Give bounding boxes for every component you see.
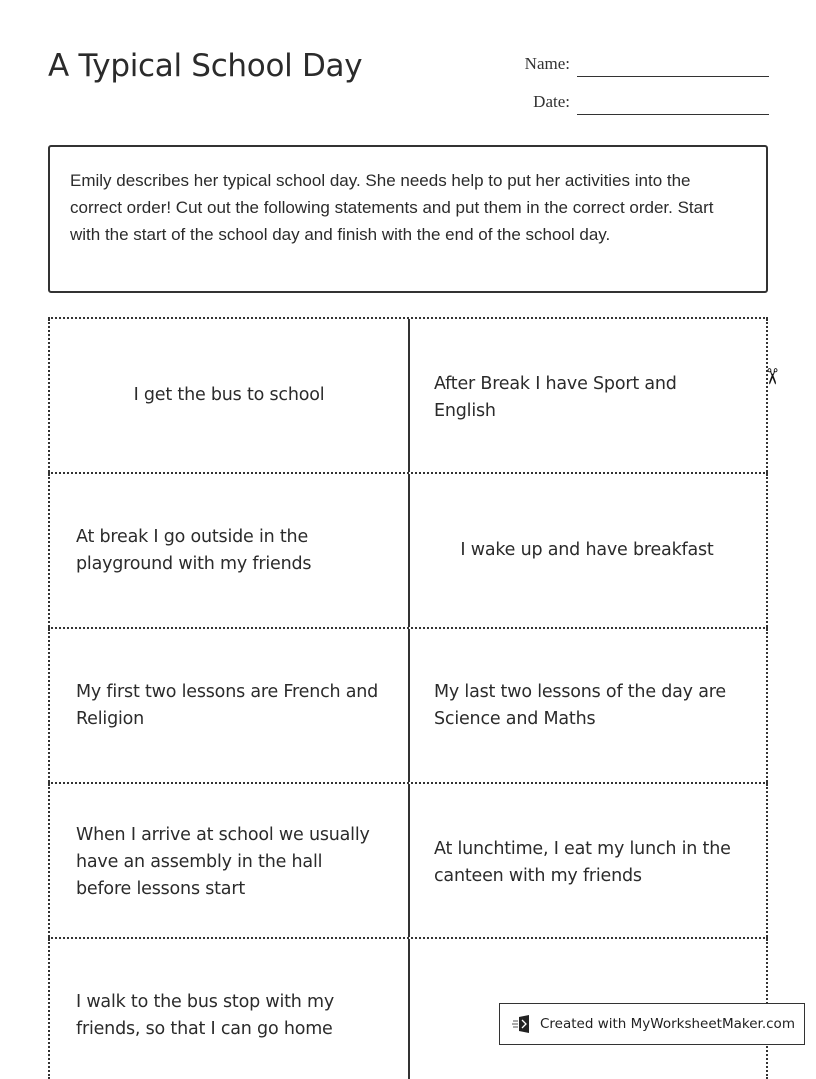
scissors-icon: ✂ [758, 367, 784, 386]
card[interactable] [408, 784, 768, 937]
card[interactable] [408, 319, 768, 472]
card[interactable] [408, 474, 768, 627]
card-text: My first two lessons are French and Religion [76, 682, 379, 729]
cut-out-cards-grid [48, 317, 768, 1079]
card-text: I wake up and have breakfast [460, 540, 714, 560]
card-text: When I arrive at school we usually have an assembly in the hall before lessons start [76, 825, 370, 899]
card-row [48, 782, 768, 937]
card-text: I get the bus to school [133, 385, 325, 405]
card[interactable] [48, 319, 408, 472]
card[interactable] [408, 629, 768, 782]
name-input-line[interactable] [577, 76, 769, 77]
worksheet-maker-logo-icon [512, 1014, 532, 1034]
card-text: At break I go outside in the playground with my friends [76, 527, 312, 574]
card-text: After Break I have Sport and English [434, 374, 677, 421]
card-row [48, 472, 768, 627]
badge-text: Created with MyWorksheetMaker.com [540, 1016, 795, 1032]
card[interactable] [48, 939, 408, 1079]
instructions-text: Emily describes her typical school day. She needs help to put her activities into the correct order! Cut out the following statements and put them in the correct order. Start with the start of the school day and finish with the end of the school day. [70, 171, 714, 244]
date-input-line[interactable] [577, 114, 769, 115]
card-text: My last two lessons of the day are Science and Maths [434, 682, 726, 729]
card-row [48, 627, 768, 782]
card[interactable] [48, 474, 408, 627]
instructions-box [48, 145, 768, 293]
date-label: Date: [533, 92, 570, 111]
card-text: I walk to the bus stop with my friends, so that I can go home [76, 992, 335, 1039]
card-text: At lunchtime, I eat my lunch in the canteen with my friends [434, 839, 731, 886]
name-label: Name: [524, 54, 570, 73]
created-with-badge[interactable] [499, 1003, 805, 1045]
card[interactable] [48, 784, 408, 937]
worksheet-title: A Typical School Day [48, 48, 363, 84]
card-row [48, 317, 768, 472]
card[interactable] [48, 629, 408, 782]
